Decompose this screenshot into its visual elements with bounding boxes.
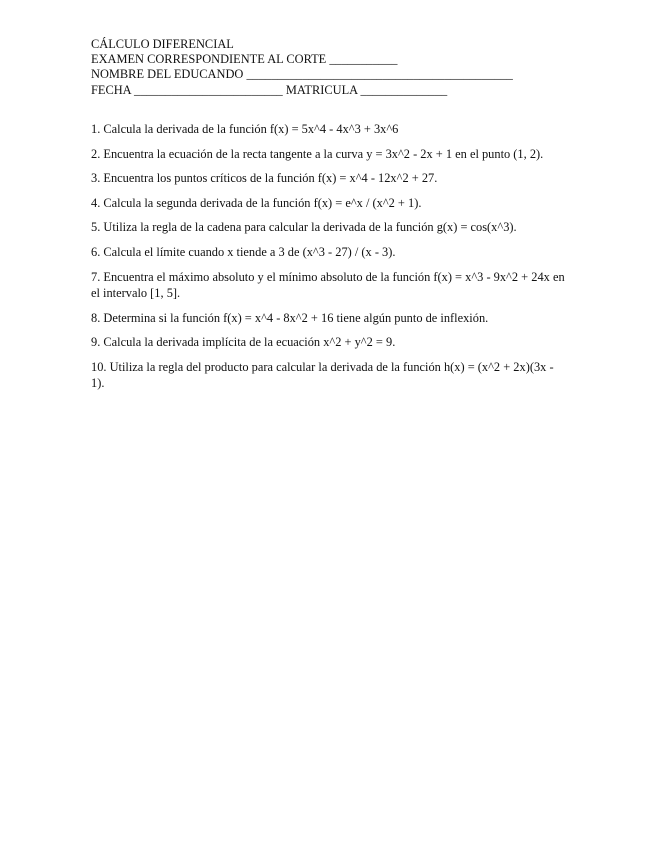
exam-period-line: EXAMEN CORRESPONDIENTE AL CORTE ___________ xyxy=(91,52,398,67)
question-4: 4. Calcula la segunda derivada de la función f(x) = e^x / (x^2 + 1). xyxy=(91,195,422,210)
question-8: 8. Determina si la función f(x) = x^4 - 8x^2 + 16 tiene algún punto de inflexión. xyxy=(91,310,489,325)
question-1: 1. Calcula la derivada de la función f(x) = 5x^4 - 4x^3 + 3x^6 xyxy=(91,122,399,136)
question-list xyxy=(91,121,567,400)
student-name-line: NOMBRE DEL EDUCANDO ___________________________________________ xyxy=(91,67,513,82)
question-6: 6. Calcula el límite cuando x tiende a 3 de (x^3 - 27) / (x - 3). xyxy=(91,244,396,259)
course-title: CÁLCULO DIFERENCIAL xyxy=(91,37,234,51)
date-and-id-line: FECHA ________________________ MATRICULA ______________ xyxy=(91,82,448,97)
question-7: 7. Encuentra el máximo absoluto y el mínimo absoluto de la función f(x) = x^3 - 9x^2 + 24x en el intervalo [1, 5]. xyxy=(91,269,565,300)
question-9: 9. Calcula la derivada implícita de la ecuación x^2 + y^2 = 9. xyxy=(91,335,396,350)
question-2: 2. Encuentra la ecuación de la recta tangente a la curva y = 3x^2 - 2x + 1 en el punto (1, 2). xyxy=(91,146,544,161)
exam-header xyxy=(91,37,571,98)
question-3: 3. Encuentra los puntos críticos de la función f(x) = x^4 - 12x^2 + 27. xyxy=(91,171,438,186)
question-10: 10. Utiliza la regla del producto para calcular la derivada de la función h(x) = (x^2 + 2x)(3x - 1). xyxy=(91,359,554,391)
question-5: 5. Utiliza la regla de la cadena para calcular la derivada de la función g(x) = cos(x^3). xyxy=(91,220,517,235)
